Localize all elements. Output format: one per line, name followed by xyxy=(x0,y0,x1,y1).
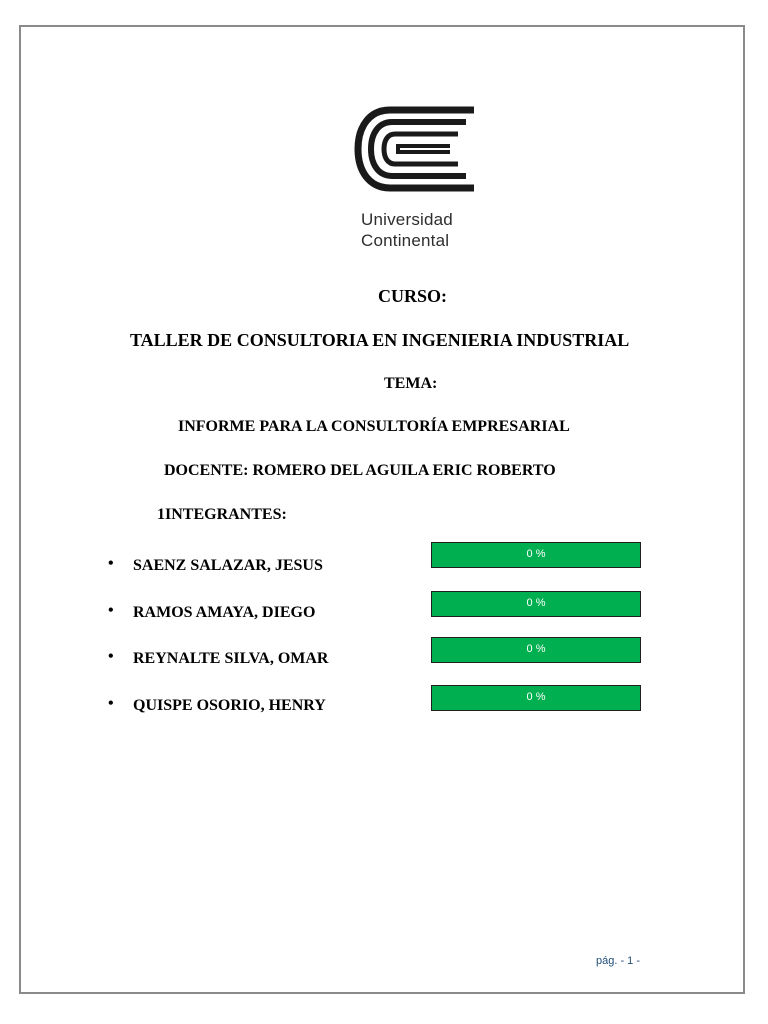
tema-label: TEMA: xyxy=(384,375,438,392)
progress-label: 0 % xyxy=(526,643,546,655)
curso-label: CURSO: xyxy=(377,286,447,306)
bullet: • xyxy=(108,695,114,712)
docente-line: DOCENTE: ROMERO DEL AGUILA ERIC ROBERTO xyxy=(164,462,556,479)
integrantes-label: 1INTEGRANTES: xyxy=(157,506,287,523)
member-name: SAENZ SALAZAR, JESUS xyxy=(133,557,323,574)
member-name: REYNALTE SILVA, OMAR xyxy=(133,650,329,667)
universidad-continental-logo-icon xyxy=(352,104,478,194)
progress-box xyxy=(431,542,641,568)
logo-line-universidad: Universidad xyxy=(361,210,453,229)
bullet: • xyxy=(108,602,114,619)
member-item xyxy=(108,548,648,583)
progress-label: 0 % xyxy=(526,548,546,560)
member-item xyxy=(108,691,648,723)
bullet: • xyxy=(108,555,114,572)
progress-label: 0 % xyxy=(526,597,546,609)
progress-box xyxy=(431,591,641,617)
curso-title: TALLER DE CONSULTORIA EN INGENIERIA INDUSTRIAL xyxy=(130,330,630,350)
member-item xyxy=(108,643,648,676)
logo-wordmark xyxy=(361,209,501,251)
member-name: RAMOS AMAYA, DIEGO xyxy=(133,604,316,621)
member-item xyxy=(108,597,648,630)
bullet: • xyxy=(108,648,114,665)
progress-label: 0 % xyxy=(526,691,546,703)
page-number: pág. - 1 - xyxy=(596,955,641,967)
logo-line-continental: Continental xyxy=(361,231,450,250)
member-name: QUISPE OSORIO, HENRY xyxy=(133,697,326,714)
tema-title: INFORME PARA LA CONSULTORÍA EMPRESARIAL xyxy=(178,418,570,435)
progress-box xyxy=(431,685,641,711)
progress-box xyxy=(431,637,641,663)
